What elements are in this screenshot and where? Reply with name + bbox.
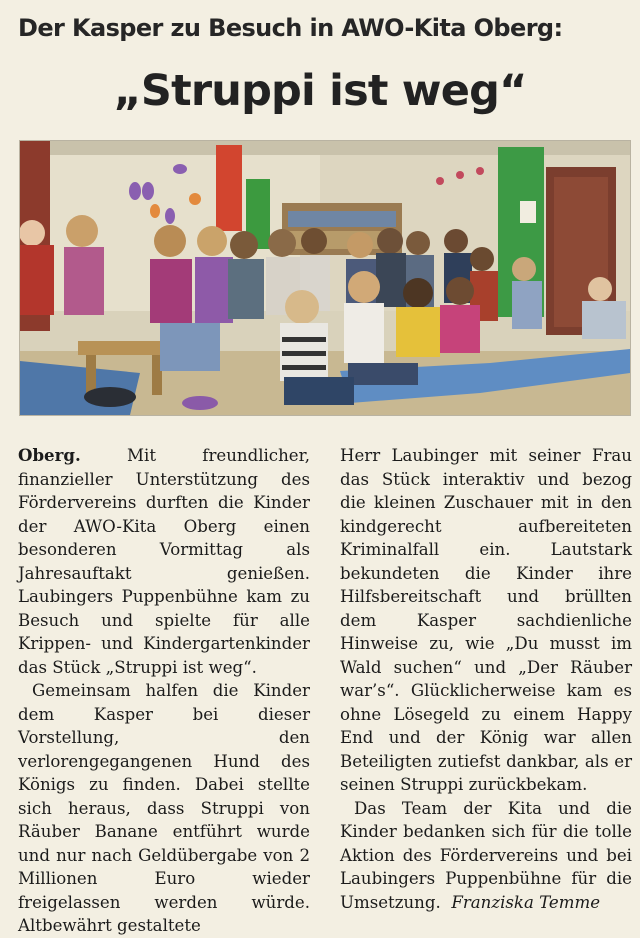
article-paragraph	[18, 444, 310, 679]
article-place: Oberg.	[18, 445, 81, 465]
article-headline: „Struppi ist weg“	[113, 66, 527, 116]
article-column-left	[18, 444, 310, 938]
article-paragraph: Gemeinsam halfen die Kinder dem Kasper bei dieser Vorstellung, den verlorengegangenen Hund des Königs zu finden. Dabei stellte sich heraus, dass Struppi von Räuber Banane entführt wurde und nur nach Geldübergabe von 2 Millionen Euro wieder freigelassen werden würde. Altbewährt gestaltete	[18, 681, 310, 935]
article-author: Franziska Temme	[451, 892, 601, 912]
article-photo	[19, 140, 631, 416]
article-column-right	[340, 444, 632, 914]
article-paragraph-text: Das Team der Kita und die Kinder bedanken sich für die tolle Aktion des Fördervereins und bei Laubingers Puppenbühne für die Umsetzung.	[340, 798, 632, 912]
article-paragraph: Herr Laubinger mit seiner Frau das Stück interaktiv und bezog die kleinen Zuschauer mit in den kindgerecht aufbereiteten Kriminalfall ein. Lautstark bekundeten die Kinder ihre Hilfsbereitschaft und brüllten dem Kasper sachdienliche Hinweise zu, wie „Du musst im Wald suchen“ und „Der Räuber war’s“. Glücklicherweise kam es ohne Lösegeld zu einem Happy End und der König war allen Beteiligten zutiefst dankbar, als er seinen Struppi zurückbekam.	[340, 446, 632, 794]
article-paragraph	[340, 797, 632, 915]
article-paragraph-text: Mit freundlicher, finanzieller Unterstützung des Fördervereins durften die Kinder der AWO-Kita Oberg einen besonderen Vormittag als Jahresauftakt genießen. Laubingers Puppenbühne kam zu Besuch und spielte für alle Krippen- und Kindergartenkinder das Stück „Struppi ist weg“.	[18, 446, 310, 677]
article-kicker: Der Kasper zu Besuch in AWO-Kita Oberg:	[18, 14, 563, 42]
